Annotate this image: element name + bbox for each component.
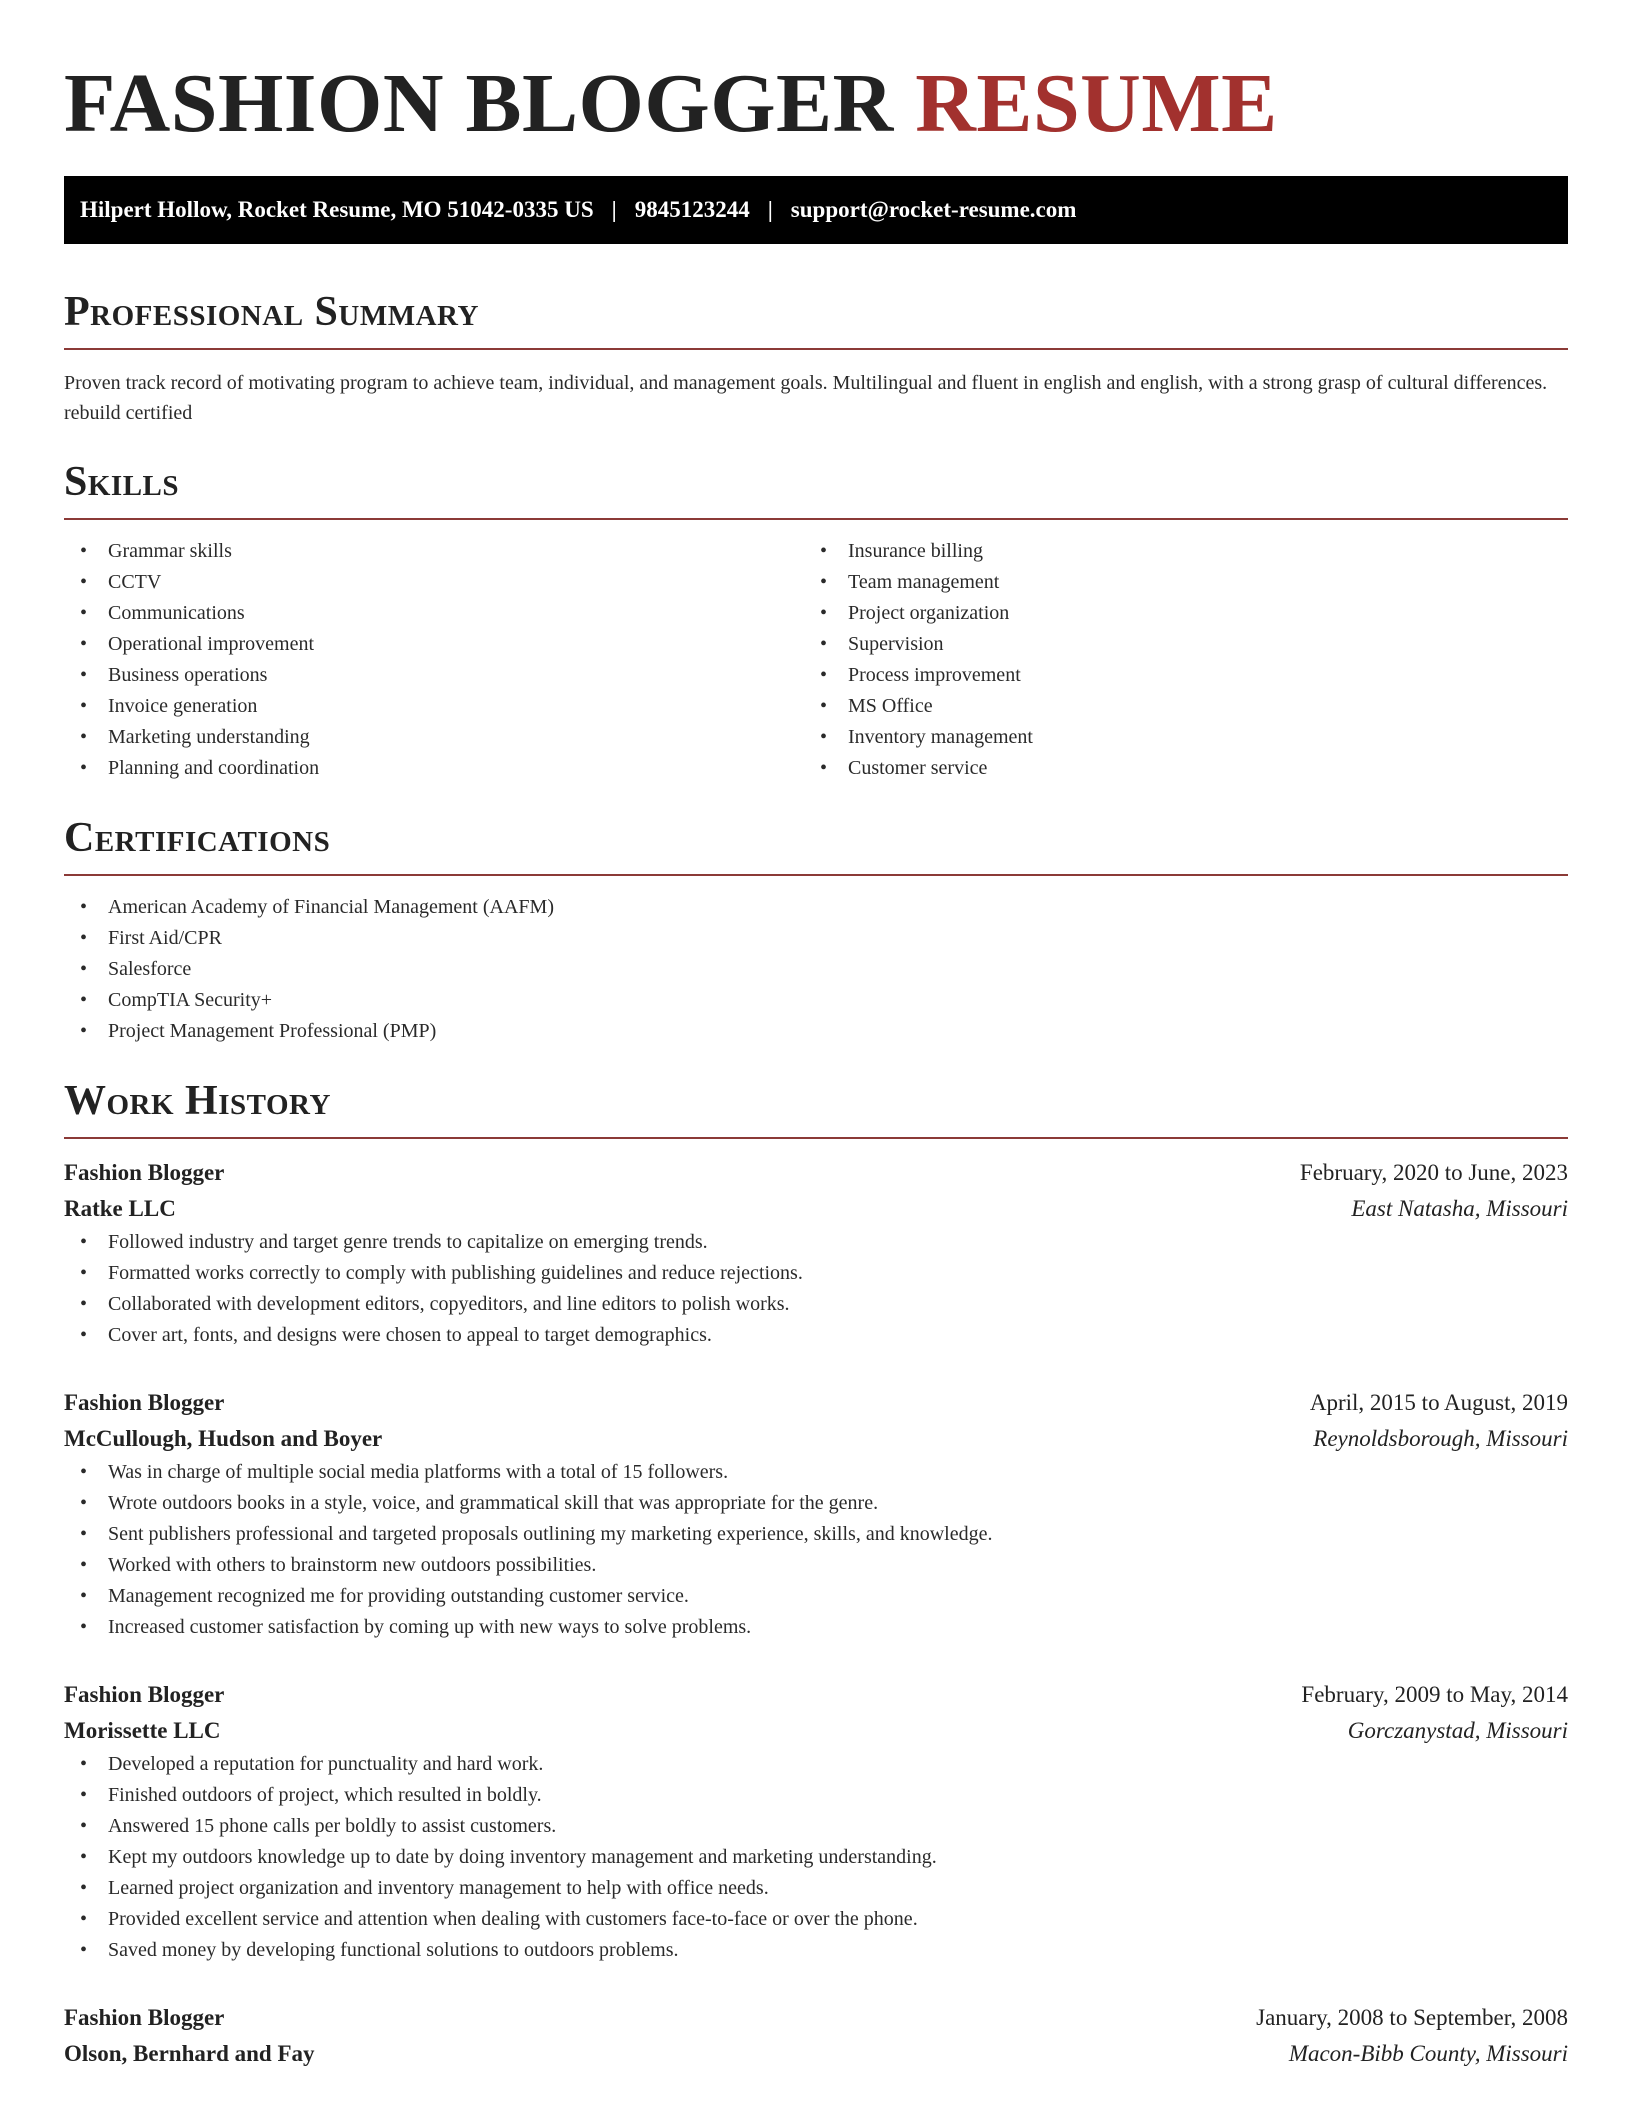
- job-list: [64, 1155, 1568, 2072]
- job-duty-item: • Increased customer satisfaction by coming up with new ways to solve problems.: [64, 1612, 1568, 1643]
- skill-item: • Process improvement: [804, 660, 1544, 691]
- job-title: Fashion Blogger: [64, 1682, 225, 1707]
- job-header-row: [64, 1677, 1568, 1713]
- contact-bar: [64, 176, 1568, 244]
- contact-separator: |: [611, 197, 617, 222]
- work-history-heading: Work History: [64, 1078, 331, 1124]
- certifications-heading: Certifications: [64, 815, 331, 861]
- contact-separator: |: [767, 197, 773, 222]
- work-history-section: [64, 1075, 1568, 2072]
- job-company: McCullough, Hudson and Boyer: [64, 1426, 383, 1451]
- certification-item: • Salesforce: [64, 954, 1568, 985]
- contact-address: Hilpert Hollow, Rocket Resume, MO 51042-0335 US: [80, 197, 594, 222]
- summary-divider: [64, 348, 1568, 350]
- job-title: Fashion Blogger: [64, 1160, 225, 1185]
- skill-item: • Team management: [804, 567, 1544, 598]
- certification-item: • First Aid/CPR: [64, 923, 1568, 954]
- skill-item: • Customer service: [804, 753, 1544, 784]
- skills-divider: [64, 518, 1568, 520]
- certifications-list: [64, 892, 1568, 1047]
- job-duties-list: [64, 1457, 1568, 1643]
- certification-item: • Project Management Professional (PMP): [64, 1016, 1568, 1047]
- job-company: Olson, Bernhard and Fay: [64, 2041, 315, 2066]
- skills-grid: [64, 536, 1568, 784]
- job-company-row: [64, 1421, 1568, 1457]
- job-duty-item: • Developed a reputation for punctuality and hard work.: [64, 1749, 1568, 1780]
- job-dates: April, 2015 to August, 2019: [1309, 1390, 1568, 1415]
- job-duties-list: [64, 1227, 1568, 1351]
- summary-section: [64, 286, 1568, 428]
- job-location: Reynoldsborough, Missouri: [1313, 1426, 1568, 1451]
- job-duty-item: • Provided excellent service and attention when dealing with customers face-to-face or over the phone.: [64, 1904, 1568, 1935]
- skill-item: • Supervision: [804, 629, 1544, 660]
- job-header-row: [64, 1385, 1568, 1421]
- job-entry: [64, 1155, 1568, 1351]
- job-dates: February, 2020 to June, 2023: [1299, 1160, 1568, 1185]
- job-duty-item: • Wrote outdoors books in a style, voice, and grammatical skill that was appropriate for the genre.: [64, 1488, 1568, 1519]
- skills-section: [64, 456, 1568, 784]
- job-duties-list: [64, 1749, 1568, 1966]
- summary-heading: Professional Summary: [64, 289, 479, 335]
- skill-item: • Planning and coordination: [64, 753, 804, 784]
- resume-title-main: FASHION BLOGGER: [64, 57, 894, 150]
- skills-list-right: [804, 536, 1544, 784]
- job-company-row: [64, 1191, 1568, 1227]
- resume-page: [64, 0, 1568, 2106]
- job-duty-item: • Saved money by developing functional solutions to outdoors problems.: [64, 1935, 1568, 1966]
- skill-item: • Communications: [64, 598, 804, 629]
- job-duty-item: • Answered 15 phone calls per boldly to assist customers.: [64, 1811, 1568, 1842]
- job-dates: January, 2008 to September, 2008: [1256, 2005, 1568, 2030]
- certification-item: • CompTIA Security+: [64, 985, 1568, 1016]
- job-duty-item: • Cover art, fonts, and designs were chosen to appeal to target demographics.: [64, 1320, 1568, 1351]
- certifications-divider: [64, 874, 1568, 876]
- skills-list-left: [64, 536, 804, 784]
- job-dates: February, 2009 to May, 2014: [1301, 1682, 1568, 1707]
- skill-item: • Marketing understanding: [64, 722, 804, 753]
- job-entry: [64, 1677, 1568, 1966]
- resume-title-accent: RESUME: [915, 57, 1278, 150]
- job-duty-item: • Learned project organization and inventory management to help with office needs.: [64, 1873, 1568, 1904]
- job-company-row: [64, 1713, 1568, 1749]
- skills-heading: Skills: [64, 459, 180, 505]
- certification-item: • American Academy of Financial Management (AAFM): [64, 892, 1568, 923]
- job-location: Macon-Bibb County, Missouri: [1288, 2041, 1568, 2066]
- job-duty-item: • Kept my outdoors knowledge up to date by doing inventory management and marketing understanding.: [64, 1842, 1568, 1873]
- skill-item: • Insurance billing: [804, 536, 1544, 567]
- skill-item: • Inventory management: [804, 722, 1544, 753]
- contact-phone: 9845123244: [634, 197, 750, 222]
- job-title: Fashion Blogger: [64, 2005, 225, 2030]
- job-location: Gorczanystad, Missouri: [1347, 1718, 1568, 1743]
- job-company: Morissette LLC: [64, 1718, 221, 1743]
- job-header-row: [64, 2000, 1568, 2036]
- resume-title: [64, 56, 1568, 152]
- job-duty-item: • Was in charge of multiple social media platforms with a total of 15 followers.: [64, 1457, 1568, 1488]
- summary-text: Proven track record of motivating program to achieve team, individual, and management goals. Multilingual and fluent in english and english, with a strong grasp of cultural differences. rebuild certified: [64, 372, 1548, 424]
- job-entry: [64, 1385, 1568, 1643]
- skill-item: • Invoice generation: [64, 691, 804, 722]
- job-company: Ratke LLC: [64, 1196, 176, 1221]
- skill-item: • MS Office: [804, 691, 1544, 722]
- job-company-row: [64, 2036, 1568, 2072]
- job-duty-item: • Collaborated with development editors, copyeditors, and line editors to polish works.: [64, 1289, 1568, 1320]
- job-duty-item: • Followed industry and target genre trends to capitalize on emerging trends.: [64, 1227, 1568, 1258]
- job-duty-item: • Formatted works correctly to comply with publishing guidelines and reduce rejections.: [64, 1258, 1568, 1289]
- job-entry: [64, 2000, 1568, 2072]
- skill-item: • Grammar skills: [64, 536, 804, 567]
- job-duty-item: • Management recognized me for providing outstanding customer service.: [64, 1581, 1568, 1612]
- work-history-divider: [64, 1137, 1568, 1139]
- job-duty-item: • Worked with others to brainstorm new outdoors possibilities.: [64, 1550, 1568, 1581]
- skill-item: • Operational improvement: [64, 629, 804, 660]
- job-duty-item: • Finished outdoors of project, which resulted in boldly.: [64, 1780, 1568, 1811]
- certifications-section: [64, 812, 1568, 1047]
- contact-email: support@rocket-resume.com: [790, 197, 1077, 222]
- skill-item: • Business operations: [64, 660, 804, 691]
- skill-item: • Project organization: [804, 598, 1544, 629]
- job-location: East Natasha, Missouri: [1351, 1196, 1568, 1221]
- skill-item: • CCTV: [64, 567, 804, 598]
- job-title: Fashion Blogger: [64, 1390, 225, 1415]
- job-duty-item: • Sent publishers professional and targeted proposals outlining my marketing experience, skills, and knowledge.: [64, 1519, 1568, 1550]
- job-header-row: [64, 1155, 1568, 1191]
